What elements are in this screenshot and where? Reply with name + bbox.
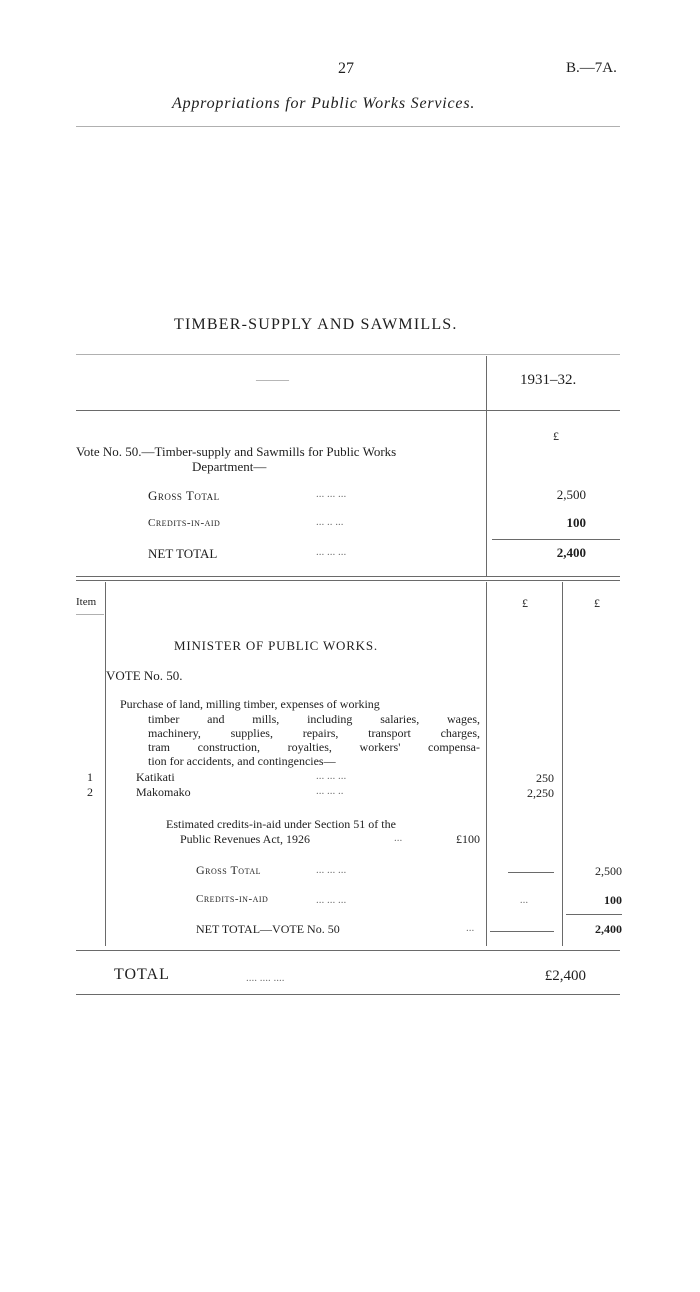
- summary-currency-symbol: £: [553, 429, 559, 443]
- summary-vote-line-1: Vote No. 50.—Timber-supply and Sawmills for Public Works: [76, 444, 397, 459]
- document-reference: B.—7A.: [566, 60, 617, 76]
- item-leader: ... ... ...: [316, 770, 347, 782]
- summary-subtotal-rule: [492, 539, 620, 540]
- grand-total-label: TOTAL: [114, 966, 170, 983]
- summary-body-divider: [486, 410, 487, 576]
- detail-credits-value: 100: [604, 893, 622, 907]
- estimated-credits-value: £100: [456, 832, 480, 846]
- estimated-credits-line-2: Public Revenues Act, 1926: [180, 832, 310, 846]
- detail-item-header-rule: [76, 614, 104, 615]
- grand-total-value: £2,400: [544, 968, 586, 984]
- summary-top-rule: [76, 354, 620, 355]
- detail-gross-total-label: Gross Total: [196, 863, 261, 877]
- detail-gross-total-leader: ... ... ...: [316, 864, 347, 876]
- purpose-line: Purchase of land, milling timber, expenses of working: [120, 697, 380, 711]
- summary-header-rule: [76, 410, 620, 411]
- purpose-line: tion for accidents, and contingencies—: [148, 754, 336, 768]
- grand-total-leader: .... .... ....: [246, 972, 285, 984]
- detail-credits-leader: ... ... ...: [316, 894, 347, 906]
- detail-gross-total-value: 2,500: [595, 864, 622, 878]
- summary-blank-column-header: ———: [256, 374, 289, 386]
- estimated-credits-line-1: Estimated credits-in-aid under Section 51 of the: [166, 817, 396, 831]
- detail-gross-total-dash: [508, 872, 554, 873]
- item-number: 2: [87, 785, 93, 799]
- summary-column-divider: [486, 356, 487, 410]
- purpose-line: timber and mills, including salaries, wages,: [148, 712, 480, 726]
- vote-number-label: VOTE No. 50.: [106, 668, 183, 683]
- detail-top-rule: [76, 580, 620, 581]
- detail-bottom-rule: [76, 950, 620, 951]
- summary-credits-value: 100: [566, 515, 586, 530]
- summary-gross-total-leader: ... ... ...: [316, 488, 347, 500]
- detail-item-column-divider: [105, 582, 106, 946]
- section-title: TIMBER-SUPPLY AND SAWMILLS.: [174, 316, 458, 333]
- detail-net-total-leader: ...: [466, 922, 475, 934]
- item-value: 2,250: [527, 786, 554, 800]
- detail-column-divider-1: [486, 582, 487, 946]
- detail-credits-label: Credits-in-aid: [196, 893, 269, 905]
- purpose-line: machinery, supplies, repairs, transport charges,: [148, 726, 480, 740]
- detail-currency-symbol-1: £: [522, 596, 528, 610]
- item-number: 1: [87, 770, 93, 784]
- summary-net-total-value: 2,400: [556, 545, 586, 560]
- detail-credits-col1: ...: [519, 894, 529, 906]
- estimated-credits-leader: ...: [394, 832, 403, 844]
- detail-net-total-value: 2,400: [595, 922, 622, 936]
- summary-gross-total-value: 2,500: [556, 487, 586, 502]
- detail-currency-symbol-2: £: [594, 596, 600, 610]
- detail-net-total-dash: [490, 931, 554, 932]
- summary-vote-line-2: Department—: [192, 459, 267, 474]
- summary-credits-leader: ... .. ...: [316, 516, 344, 528]
- page-number: 27: [338, 60, 354, 77]
- detail-net-total-label: NET TOTAL—VOTE No. 50: [196, 922, 340, 936]
- minister-heading: MINISTER OF PUBLIC WORKS.: [174, 638, 378, 653]
- summary-gross-total-label: Gross Total: [148, 488, 220, 503]
- page-title: Appropriations for Public Works Services.: [172, 95, 476, 112]
- purpose-line: tram construction, royalties, workers' compensa-: [148, 740, 480, 754]
- item-value: 250: [536, 771, 554, 785]
- detail-item-header: Item: [76, 596, 97, 608]
- summary-bottom-rule: [76, 576, 620, 577]
- detail-column-divider-2: [562, 582, 563, 946]
- item-leader: ... ... ..: [316, 785, 344, 797]
- summary-year-header: 1931–32.: [520, 372, 577, 388]
- summary-credits-label: Credits-in-aid: [148, 517, 221, 529]
- detail-subtotal-rule: [566, 914, 622, 915]
- summary-net-total-label: NET TOTAL: [148, 546, 218, 561]
- footer-rule: [76, 994, 620, 995]
- header-rule: [76, 126, 620, 127]
- item-name: Makomako: [136, 785, 191, 799]
- summary-net-total-leader: ... ... ...: [316, 546, 347, 558]
- item-name: Katikati: [136, 770, 175, 784]
